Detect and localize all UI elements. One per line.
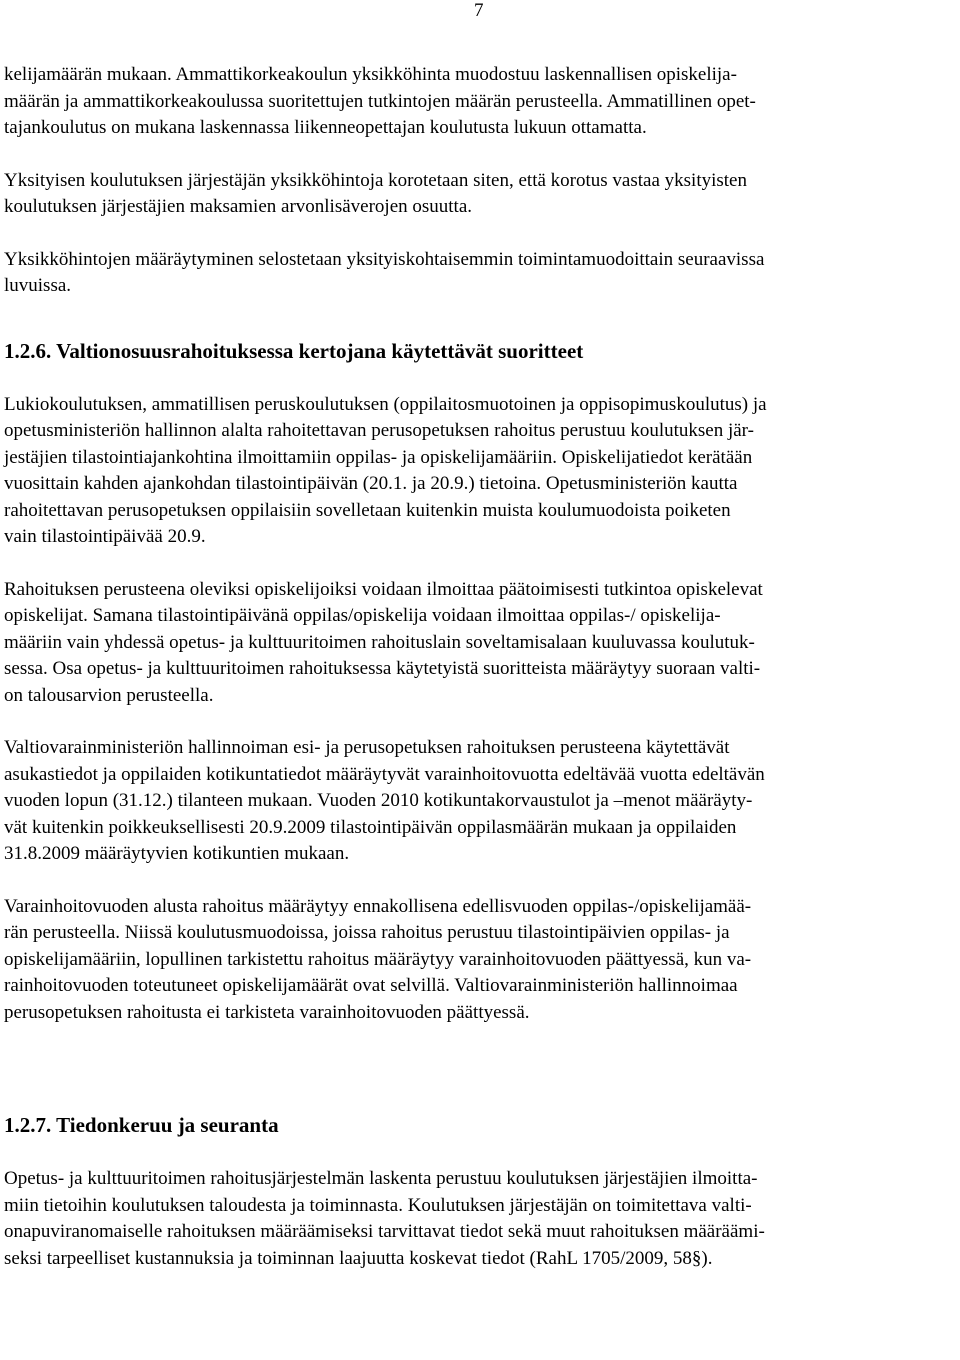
text-line: kelijamäärän mukaan. Ammattikorkeakoulun yksikköhinta muodostuu laskennallisen opiskelija- [4, 64, 737, 85]
text-line: asukastiedot ja oppilaiden kotikuntatiedot määräytyvät varainhoitovuotta edeltävää vuotta edeltävän [4, 763, 765, 785]
paragraph [4, 168, 954, 221]
text-line: määriin vain yhdessä opetus- ja kulttuuritoimen rahoituslain soveltamisalaan kuuluvassa koulutuk- [4, 631, 755, 653]
text-line: on talousarvion perusteella. [4, 684, 214, 706]
paragraph [4, 392, 954, 551]
paragraph [4, 894, 954, 1027]
text-line: vuoden lopun (31.12.) tilanteen mukaan. Vuoden 2010 kotikuntakorvaustulot ja –menot määräyty- [4, 790, 753, 811]
text-line: vät kuitenkin poikkeuksellisesti 20.9.2009 tilastointipäivän oppilasmäärän mukaan ja oppilaiden [4, 816, 737, 838]
text-line: luvuissa. [4, 275, 72, 296]
section-heading-1-2-7: 1.2.7. Tiedonkeruu ja seuranta [4, 1113, 279, 1137]
text-line: Valtiovarainministeriön hallinnoiman esi- ja perusopetuksen rahoituksen perusteena käytettävät [4, 737, 730, 758]
text-line: rän perusteella. Niissä koulutusmuodoissa, joissa rahoitus perustuu tilastointipäivien oppilas- ja [4, 922, 730, 943]
text-line: rainhoitovuoden toteutuneet opiskelijamäärät ovat selvillä. Valtiovarainministeriön hallinnoimaa [4, 975, 738, 996]
text-line: perusopetuksen rahoitusta ei tarkisteta varainhoitovuoden päättyessä. [4, 1001, 530, 1023]
text-line: miin tietoihin koulutuksen taloudesta ja toiminnasta. Koulutuksen järjestäjän on toimitettava valti- [4, 1194, 752, 1216]
paragraph [4, 577, 954, 710]
text-line: sessa. Osa opetus- ja kulttuuritoimen rahoituksessa käytetyistä suoritteista määräytyy suoraan valti- [4, 658, 761, 679]
paragraph [4, 735, 954, 868]
paragraph [4, 62, 954, 142]
page-number: 7 [474, 0, 484, 21]
text-line: opiskelijamääriin, lopullinen tarkistettu rahoitus määräytyy varainhoitovuoden päättyessä, kun va- [4, 948, 752, 970]
text-line: Lukiokoulutuksen, ammatillisen peruskoulutuksen (oppilaitosmuotoinen ja oppisopimuskoulutus) ja [4, 393, 767, 415]
paragraph [4, 247, 954, 300]
text-line: 31.8.2009 määräytyvien kotikuntien mukaan. [4, 843, 350, 864]
text-line: vuosittain kahden ajankohdan tilastointipäivän (20.1. ja 20.9.) tietoina. Opetusministeriön kautta [4, 473, 738, 494]
text-line: opiskelijat. Samana tilastointipäivänä oppilas/opiskelija voidaan ilmoittaa oppilas-/ opiskelija- [4, 605, 721, 626]
text-line: määrän ja ammattikorkeakoulussa suoritettujen tutkintojen määrän perusteella. Ammatillinen opet- [4, 90, 756, 112]
text-line: Rahoituksen perusteena oleviksi opiskelijoiksi voidaan ilmoittaa päätoimisesti tutkintoa opiskelevat [4, 578, 763, 600]
paragraph [4, 1166, 954, 1272]
document-body [4, 62, 954, 1298]
text-line: onapuviranomaiselle rahoituksen määräämiseksi tarvittavat tiedot sekä muut rahoituksen määräämi- [4, 1221, 765, 1242]
text-line: Varainhoitovuoden alusta rahoitus määräytyy ennakollisena edellisvuoden oppilas-/opiskelijamää- [4, 895, 752, 917]
text-line: Opetus- ja kulttuuritoimen rahoitusjärjestelmän laskenta perustuu koulutuksen järjestäjien ilmoitta- [4, 1168, 758, 1189]
text-line: seksi tarpeelliset kustannuksia ja toiminnan laajuutta koskevat tiedot (RahL 1705/2009, 58§). [4, 1247, 713, 1269]
text-line: jestäjien tilastointiajankohtina ilmoittamiin oppilas- ja opiskelijamääriin. Opiskelijatiedot kerätään [4, 446, 753, 468]
text-line: tajankoulutus on mukana laskennassa liikenneopettajan koulutusta lukuun ottamatta. [4, 117, 647, 138]
text-line: opetusministeriön hallinnon alalta rahoitettavan perusopetuksen rahoitus perustuu koulutuksen jär- [4, 420, 754, 441]
section-heading-1-2-6: 1.2.6. Valtionosuusrahoituksessa kertojana käytettävät suoritteet [4, 338, 584, 363]
text-line: vain tilastointipäivää 20.9. [4, 526, 206, 547]
text-line: Yksityisen koulutuksen järjestäjän yksikköhintoja korotetaan siten, että korotus vastaa yksityisten [4, 169, 747, 191]
text-line: Yksikköhintojen määräytyminen selostetaan yksityiskohtaisemmin toimintamuodoittain seuraavissa [4, 248, 765, 270]
text-line: rahoitettavan perusopetuksen oppilaisiin sovelletaan kuitenkin muista koulumuodoista poiketen [4, 499, 731, 521]
text-line: koulutuksen järjestäjien maksamien arvonlisäverojen osuutta. [4, 196, 473, 217]
